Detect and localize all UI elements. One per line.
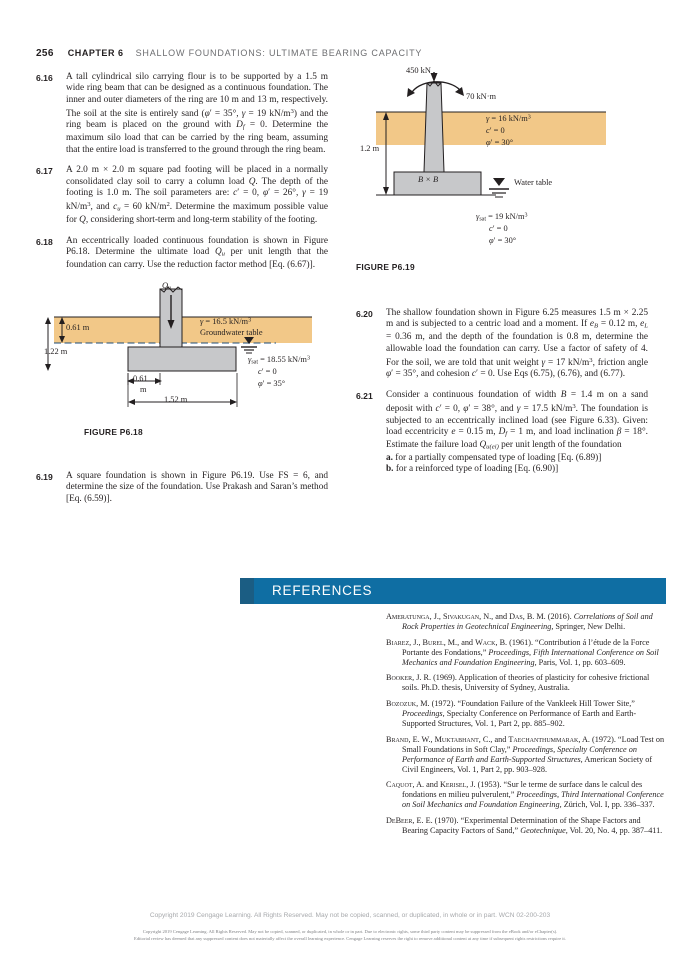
reference-entry: Booker, J. R. (1969). Application of theories of plasticity for cohesive frictional soils. Ph.D. thesis, University of Sydney, Australia. xyxy=(386,673,650,693)
references-header-bar xyxy=(240,578,666,604)
problem-6-21 xyxy=(356,390,648,475)
figure-p618-gamma: γ = 16.5 $kN/m^3$ xyxy=(200,317,252,327)
soil-layer-unsaturated xyxy=(54,317,312,343)
figure-p618 xyxy=(36,281,328,471)
page-number: 256 xyxy=(36,48,54,59)
figure-p618-depth-total: 1.22 m xyxy=(44,347,68,357)
problem-number: 6.17 xyxy=(36,166,53,177)
references-list xyxy=(386,612,666,842)
footer-line-2: Copyright 2019 Cengage Learning. All Rights Reserved. May not be copied, scanned, or duplicated, in whole or in part. Due to electronic rights, some third party content may be suppressed from the eBook and/or eChapter(s). xyxy=(142,929,558,934)
chapter-label: CHAPTER 6 xyxy=(67,48,124,58)
figure-p618-eccentricity-unit: m xyxy=(140,385,147,395)
footer-copyright-main: Copyright 2019 Cengage Learning. All Rights Reserved. May not be copied, scanned, or duplicated, in whole or in part. WCN 02-200-203 xyxy=(149,912,551,919)
references-heading: REFERENCES xyxy=(272,583,373,598)
figure-p619-vertical-load: 450 kN xyxy=(406,66,431,75)
reference-entry: Ameratunga, J., Sivakugan, N., and Das, B. M. (2016). Correlations of Soil and Rock Properties in Geotechnical Engineering, Springer, New Delhi. xyxy=(386,612,653,632)
figure-p618-load-label: $Q_u$ xyxy=(162,281,172,292)
figure-p618-width: 1.52 m xyxy=(164,395,188,405)
reference-entry: Brand, E. W., Muktabhant, C., and Taechanthummarak, A. (1972). “Load Test on Small Foundations in Soft Clay,” Proceedings, Specialty Conference on Performance of Earth and Earth-Supported Structures, American Society of Civil Engineers, Vol. 1, Part 2, pp. 903–928. xyxy=(386,734,665,774)
reference-entry: Bozozuk, M. (1972). “Foundation Failure of the Vankleek Hill Tower Site,” Proceedings, Specialty Conference on Performance of Earth and Earth-Supported Structures, Vol. 1, Part 2, pp. 885–902. xyxy=(386,698,637,729)
figure-p618-cohesion: c′ = 0 xyxy=(258,367,277,377)
problem-text: The shallow foundation shown in Figure 6.25 measures 1.5 m × 2.25 m and is subjected to a centric load and a moment. If $e_B = 0.12$ m, $e_L = 0.36$ m, and the depth of the foundation is 0.8 m, determine the allowable load the founda​tion can carry. Use a factor of safety of 4. For the soil, we are told that unit weight γ = 17 $kN/m^3$, friction angle φ′ = 35°, and cohesion c′ = 0. Use Eqs (6.75), (6.76), and (6.77). xyxy=(386,308,648,380)
figure-p619-sat-phi: φ′ = 30° xyxy=(489,236,517,245)
problem-number: 6.21 xyxy=(356,391,373,402)
figure-p619-drawing xyxy=(356,72,648,277)
figure-p618-gwt-label: Groundwater table xyxy=(200,328,263,338)
problem-6-16 xyxy=(36,72,328,156)
problem-number: 6.16 xyxy=(36,73,53,83)
running-head xyxy=(36,48,666,59)
problem-text: A square foundation is shown in Figure P6.19. Use FS = 6, and determine the size of the foundation. Use Prakash and Saran’s method [Eq. (6.59)]. xyxy=(66,471,328,504)
problem-number: 6.20 xyxy=(356,309,373,319)
figure-p619-footing-label: B × B xyxy=(418,175,439,184)
chapter-title: SHALLOW FOUNDATIONS: ULTIMATE BEARING CAPACITY xyxy=(135,48,423,58)
problem-6-20 xyxy=(356,308,648,381)
right-column xyxy=(356,66,648,485)
footer-copyright-fine xyxy=(60,928,640,942)
problem-number: 6.18 xyxy=(36,237,53,248)
figure-p618-phi: φ′ = 35° xyxy=(258,379,286,389)
figure-p619-gamma-sat: $\gamma_{sat} = 19$ $kN/m^3$ xyxy=(476,212,528,223)
reference-entry: Biarez, J., Burel, M., and Wack, B. (1961). “Contribution á l’étude de la Force Portante des Fondations,” Proceedings, Fifth International Conference on Soil Mechanics and Foundation Engineering, Paris, Vol. 1, pp. 603–609. xyxy=(386,637,659,667)
figure-p619-caption: FIGURE P6.19 xyxy=(356,262,415,272)
figure-p619 xyxy=(356,66,648,294)
figure-p619-gamma: γ = 16 $kN/m^3$ xyxy=(486,114,531,123)
figure-p619-cohesion: c′ = 0 xyxy=(486,126,505,135)
figure-p619-water-table-label: Water table xyxy=(514,178,553,187)
reference-entry: Caquot, A. and Kerisel, J. (1953). “Sur le terme de surface dans le calcul des fondations en milieu pulverulent,” Proceedings, Third International Conference on Soil Mechanics and Foundation Engineering, Zürich, Vol. I, pp. 336–337. xyxy=(386,780,664,810)
problem-number: 6.19 xyxy=(36,472,53,483)
figure-p619-depth: 1.2 m xyxy=(360,144,380,153)
left-column xyxy=(36,72,328,515)
problem-6-17 xyxy=(36,165,328,226)
figure-p618-eccentricity: 0.61 xyxy=(133,374,148,384)
figure-p618-depth-top: 0.61 m xyxy=(66,323,90,333)
problem-text: A tall cylindrical silo carrying flour is to be supported by a 1.5 m wide ring beam that can be designed as a con​tinuous foundation. The inner and outer diameters of the ring are 10 m and 13 m, respectively. The soil at the site is entirely sand (φ′ = 35°, γ = 19 $kN/m^3$) and the ring beam is placed on the ground with $D_f = 0$. Determine the maximum silo load that can be carried by the ring beam, assuming that the entire load is transferred to the ground through the ring beam. xyxy=(66,72,329,155)
problem-text: A 2.0 m × 2.0 m square pad footing will be placed in a nor​mally consolidated clay soil to carry a column load Q. The depth of the footing is 1.0 m. The soil parameters are: c′ = 0, φ′ = 26°, γ = 19 $kN/m^3$, and $c_u = 60$ $kN/m^2$. Determine the maximum possible value for Q, considering short-term and long-term stability of the footing. xyxy=(66,165,328,226)
footer-line-3: Editorial review has deemed that any suppressed content does not materially affect the overall learning experience. Cengage Learning reserves the right to remove additional content at any time if subsequent rights restrictions require it. xyxy=(134,936,566,942)
problem-text: Consider a continuous foundation of width B = 1.4 m on a sand deposit with c′ = 0, φ′ = 38°, and γ = 17.5 $kN/m^3$. The foundation is subjected to an eccentrically inclined load (see Figure 6.33). Given: load eccentricity e = 0.15 m, $D_f = 1$ m, and load inclination β = 18°. Estimate the failure load $Q_{u(ei)}$ per unit length of the foundation a. for a partially compensated type of loading [Eq. (6.89)] b. for a reinforced type of loading [Eq. (6.90)] xyxy=(386,390,648,475)
problem-6-18 xyxy=(36,236,328,272)
figure-p619-phi: φ′ = 30° xyxy=(486,138,514,147)
figure-p618-gamma-sat: $\gamma_{sat} = 18.55$ $kN/m^3$ xyxy=(248,355,310,366)
figure-p619-moment: 70 kN·m xyxy=(466,92,497,101)
problem-6-19 xyxy=(36,471,328,505)
figure-p618-caption: FIGURE P6.18 xyxy=(84,427,143,438)
figure-p619-sat-cohesion: c′ = 0 xyxy=(489,224,508,233)
problem-text: An eccentrically loaded continuous foundation is shown in Figure P6.18. Determine the ultimate load $Q_u$ per unit length that the foundation can carry. Use the reduction factor method [Eq. (6.67)]. xyxy=(66,236,328,271)
reference-entry: DeBeer, E. E. (1970). “Experimental Determination of the Shape Factors and Bearing Capacity Factors of Sand,” Geotechnique, Vol. 20, No. 4, pp. 387–411. xyxy=(386,815,663,836)
